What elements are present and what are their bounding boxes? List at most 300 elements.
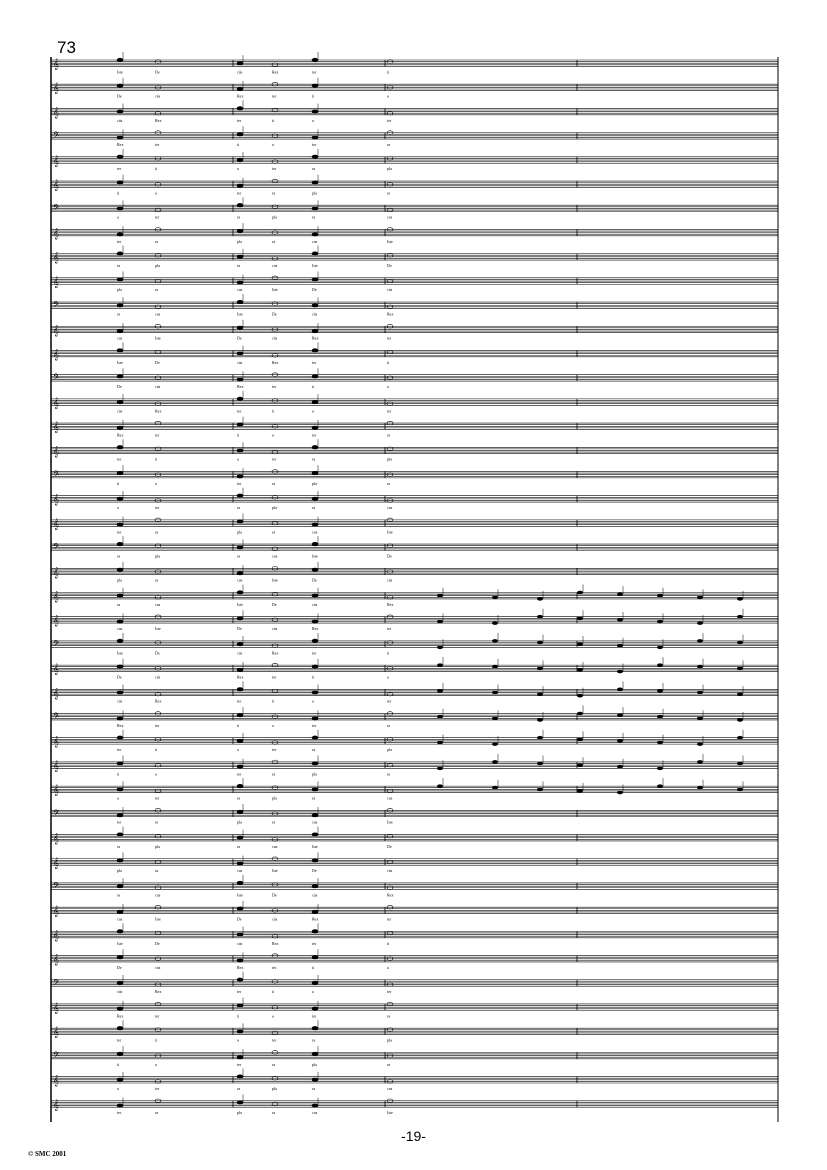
clef-icon: 𝄢: [53, 639, 60, 651]
lyric-syllable: ra: [117, 601, 121, 607]
lyric-syllable: ti: [387, 69, 390, 75]
lyric-syllable: pla: [237, 819, 242, 825]
note-head: [312, 400, 318, 404]
lyric-syllable: a: [155, 771, 157, 777]
note-head: [237, 765, 243, 769]
lyric-syllable: cus: [155, 311, 161, 317]
lyric-syllable: cús: [117, 117, 123, 123]
note-head: [312, 155, 318, 159]
note-head: [537, 788, 543, 792]
lyric-syllable: pla: [237, 529, 242, 535]
lyric-syllable: ra: [237, 795, 241, 801]
lyric-syllable: a: [117, 795, 119, 801]
lyric-syllable: cús: [237, 69, 243, 75]
note-head: [312, 252, 318, 256]
lyric-syllable: cus: [312, 529, 318, 535]
note-head: [117, 523, 123, 527]
note-head: [117, 400, 123, 404]
lyric-syllable: cús: [272, 916, 278, 922]
lyric-syllable: cus: [155, 601, 161, 607]
lyric-syllable: a: [237, 166, 239, 172]
note-head: [577, 712, 583, 716]
lyric-syllable: pla: [272, 1085, 277, 1091]
note-head: [237, 881, 243, 885]
lyric-syllable: ra: [237, 553, 241, 559]
lyric-syllable: ra: [312, 1037, 316, 1043]
note-head: [312, 762, 318, 766]
lyric-syllable: De: [117, 93, 122, 99]
note-head: [312, 232, 318, 236]
lyric-syllable: Rex: [272, 69, 279, 75]
lyric-syllable: a: [312, 117, 314, 123]
note-head: [617, 644, 623, 648]
note-head: [537, 667, 543, 671]
lyric-syllable: a: [387, 674, 389, 680]
lyric-syllable: ra: [272, 1110, 276, 1116]
lyric-syllable: ter: [272, 384, 277, 390]
clef-icon: 𝄢: [53, 301, 60, 313]
lyric-syllable: ti: [237, 432, 240, 438]
lyric-syllable: cús: [312, 311, 318, 317]
note-head: [657, 741, 663, 745]
note-head: [117, 788, 123, 792]
lyric-syllable: Rex: [237, 93, 244, 99]
note-head: [117, 252, 123, 256]
lyric-syllable: ti: [117, 190, 120, 196]
note-head: [117, 639, 123, 643]
note-head: [312, 1007, 318, 1011]
note-head: [312, 110, 318, 114]
note-head: [117, 1104, 123, 1108]
lyric-syllable: Iste: [272, 287, 278, 293]
note-head: [237, 255, 243, 259]
lyric-syllable: ra: [387, 142, 391, 148]
lyric-syllable: ter: [312, 650, 317, 656]
note-head: [312, 930, 318, 934]
note-head: [312, 1026, 318, 1030]
note-head: [117, 930, 123, 934]
lyric-syllable: ti: [387, 650, 390, 656]
clef-icon: 𝄞: [53, 1075, 59, 1087]
note-head: [537, 736, 543, 740]
lyric-syllable: pla: [117, 287, 122, 293]
note-head: [537, 762, 543, 766]
clef-icon: 𝄞: [53, 494, 59, 506]
note-head: [577, 642, 583, 646]
lyric-syllable: cús: [387, 868, 393, 874]
lyric-syllable: De: [272, 311, 277, 317]
note-head: [437, 594, 443, 598]
lyric-syllable: Iste: [237, 892, 243, 898]
note-head: [237, 933, 243, 937]
lyric-syllable: a: [272, 142, 274, 148]
note-head: [657, 767, 663, 771]
lyric-syllable: ra: [155, 868, 159, 874]
lyric-syllable: ter: [272, 456, 277, 462]
clef-icon: 𝄢: [53, 809, 60, 821]
lyric-syllable: cus: [272, 263, 278, 269]
note-head: [237, 87, 243, 91]
clef-icon: 𝄞: [53, 422, 59, 434]
lyric-syllable: ra: [387, 1061, 391, 1067]
lyric-syllable: ti: [155, 747, 158, 753]
lyric-syllable: cus: [387, 214, 393, 220]
lyric-syllable: pla: [387, 1037, 392, 1043]
lyric-syllable: a: [272, 722, 274, 728]
note-head: [577, 694, 583, 698]
clef-icon: 𝄞: [53, 252, 59, 264]
clef-icon: 𝄞: [53, 228, 59, 240]
note-head: [117, 426, 123, 430]
note-head: [117, 594, 123, 598]
lyric-syllable: ter: [312, 432, 317, 438]
note-head: [537, 597, 543, 601]
note-head: [577, 617, 583, 621]
lyric-syllable: cus: [387, 795, 393, 801]
note-head: [117, 859, 123, 863]
clef-icon: 𝄢: [53, 543, 60, 555]
lyric-syllable: Iste: [117, 650, 123, 656]
note-head: [117, 762, 123, 766]
lyric-syllable: ti: [312, 384, 315, 390]
lyric-syllable: ti: [387, 359, 390, 365]
note-head: [312, 813, 318, 817]
note-head: [117, 232, 123, 236]
lyric-syllable: ra: [312, 456, 316, 462]
lyric-syllable: ter: [387, 117, 392, 123]
lyric-syllable: a: [272, 1013, 274, 1019]
lyric-syllable: Rex: [117, 1013, 124, 1019]
lyric-syllable: De: [272, 892, 277, 898]
lyric-syllable: ter: [312, 940, 317, 946]
lyric-syllable: a: [312, 408, 314, 414]
lyric-syllable: Rex: [155, 698, 162, 704]
lyric-syllable: Iste: [117, 940, 123, 946]
note-head: [237, 1030, 243, 1034]
note-head: [617, 713, 623, 717]
lyric-syllable: cus: [312, 1110, 318, 1116]
note-head: [237, 281, 243, 285]
note-head: [577, 738, 583, 742]
lyric-syllable: ra: [237, 505, 241, 511]
clef-icon: 𝄢: [53, 712, 60, 724]
lyric-syllable: Iste: [312, 843, 318, 849]
lyric-syllable: Iste: [387, 238, 393, 244]
note-head: [237, 959, 243, 963]
lyric-syllable: Rex: [237, 964, 244, 970]
lyric-syllable: Rex: [272, 940, 279, 946]
lyric-syllable: ra: [272, 819, 276, 825]
lyric-syllable: pla: [155, 263, 160, 269]
lyric-syllable: Rex: [312, 916, 319, 922]
lyric-syllable: a: [117, 214, 119, 220]
lyric-syllable: ti: [117, 1061, 120, 1067]
clef-icon: 𝄞: [53, 1002, 59, 1014]
lyric-syllable: pla: [272, 795, 277, 801]
lyric-syllable: pla: [272, 505, 277, 511]
note-head: [312, 981, 318, 985]
lyric-syllable: ra: [272, 529, 276, 535]
lyric-syllable: cús: [117, 989, 123, 995]
note-head: [117, 471, 123, 475]
note-head: [492, 596, 498, 600]
note-head: [237, 449, 243, 453]
note-head: [117, 445, 123, 449]
lyric-syllable: cús: [237, 650, 243, 656]
lyric-syllable: a: [117, 505, 119, 511]
lyric-syllable: a: [387, 964, 389, 970]
lyric-syllable: ra: [155, 287, 159, 293]
lyric-syllable: a: [117, 1085, 119, 1091]
lyric-syllable: cús: [155, 964, 161, 970]
note-head: [312, 445, 318, 449]
note-head: [237, 397, 243, 401]
note-head: [237, 1055, 243, 1059]
lyric-syllable: ra: [155, 238, 159, 244]
clef-icon: 𝄞: [53, 397, 59, 409]
note-head: [312, 717, 318, 721]
lyric-syllable: ti: [117, 480, 120, 486]
copyright-notice: © SMC 2001: [28, 1150, 67, 1158]
note-head: [577, 591, 583, 595]
note-head: [617, 791, 623, 795]
note-head: [117, 155, 123, 159]
lyric-syllable: De: [117, 964, 122, 970]
lyric-syllable: ter: [155, 505, 160, 511]
clef-icon: 𝄢: [53, 470, 60, 482]
lyric-syllable: ter: [272, 166, 277, 172]
note-head: [237, 61, 243, 65]
note-head: [697, 639, 703, 643]
lyric-syllable: ra: [237, 1085, 241, 1091]
lyric-syllable: ter: [387, 698, 392, 704]
note-head: [697, 717, 703, 721]
lyric-syllable: cús: [117, 408, 123, 414]
lyric-syllable: ti: [155, 1037, 158, 1043]
note-head: [697, 596, 703, 600]
clef-icon: 𝄞: [53, 591, 59, 603]
note-head: [697, 786, 703, 790]
lyric-syllable: ti: [312, 93, 315, 99]
note-head: [577, 789, 583, 793]
lyric-syllable: Iste: [312, 263, 318, 269]
lyric-syllable: Iste: [272, 868, 278, 874]
note-head: [312, 910, 318, 914]
note-head: [237, 591, 243, 595]
lyric-syllable: ter: [312, 142, 317, 148]
lyric-syllable: ter: [272, 93, 277, 99]
note-head: [312, 523, 318, 527]
lyric-syllable: a: [237, 747, 239, 753]
note-head: [117, 58, 123, 62]
note-head: [737, 736, 743, 740]
note-head: [437, 646, 443, 650]
note-head: [312, 374, 318, 378]
note-head: [312, 497, 318, 501]
note-head: [237, 713, 243, 717]
note-head: [237, 1101, 243, 1105]
lyric-syllable: pla: [387, 166, 392, 172]
note-head: [237, 520, 243, 524]
lyric-syllable: a: [387, 384, 389, 390]
lyric-syllable: De: [387, 843, 392, 849]
lyric-syllable: ter: [312, 359, 317, 365]
lyric-syllable: ti: [237, 142, 240, 148]
note-head: [117, 181, 123, 185]
lyric-syllable: Rex: [117, 142, 124, 148]
note-head: [117, 884, 123, 888]
lyric-syllable: Iste: [387, 819, 393, 825]
note-head: [117, 349, 123, 353]
clef-icon: 𝄢: [53, 204, 60, 216]
note-head: [437, 620, 443, 624]
lyric-syllable: ter: [155, 1013, 160, 1019]
lyric-syllable: pla: [312, 771, 317, 777]
lyric-syllable: ra: [312, 795, 316, 801]
note-head: [237, 378, 243, 382]
note-head: [237, 739, 243, 743]
note-head: [312, 884, 318, 888]
lyric-syllable: ter: [155, 1085, 160, 1091]
note-head: [237, 642, 243, 646]
note-head: [312, 1104, 318, 1108]
note-head: [312, 833, 318, 837]
lyric-syllable: ter: [155, 214, 160, 220]
note-head: [737, 692, 743, 696]
note-head: [697, 665, 703, 669]
lyric-syllable: ter: [155, 795, 160, 801]
lyric-syllable: ter: [237, 190, 242, 196]
note-head: [312, 639, 318, 643]
note-head: [312, 471, 318, 475]
clef-icon: 𝄞: [53, 664, 59, 676]
note-head: [117, 620, 123, 624]
lyric-syllable: ra: [272, 1061, 276, 1067]
lyric-syllable: ter: [272, 964, 277, 970]
lyric-syllable: cus: [117, 335, 123, 341]
lyric-syllable: cús: [155, 93, 161, 99]
lyric-syllable: De: [387, 263, 392, 269]
lyric-syllable: Rex: [237, 674, 244, 680]
lyric-syllable: ti: [272, 698, 275, 704]
note-head: [237, 184, 243, 188]
lyric-syllable: cus: [272, 843, 278, 849]
note-head: [437, 663, 443, 667]
note-head: [492, 760, 498, 764]
lyric-syllable: pla: [312, 1061, 317, 1067]
note-head: [117, 833, 123, 837]
note-head: [237, 300, 243, 304]
lyric-syllable: ra: [117, 553, 121, 559]
lyric-syllable: ter: [387, 626, 392, 632]
note-head: [492, 639, 498, 643]
lyric-syllable: cús: [312, 601, 318, 607]
note-head: [312, 955, 318, 959]
note-head: [117, 207, 123, 211]
note-head: [117, 329, 123, 333]
note-head: [117, 1007, 123, 1011]
clef-icon: 𝄞: [53, 349, 59, 361]
lyric-syllable: ter: [237, 117, 242, 123]
lyric-syllable: ter: [237, 698, 242, 704]
lyric-syllable: ter: [312, 1013, 317, 1019]
note-head: [657, 594, 663, 598]
note-head: [237, 229, 243, 233]
lyric-syllable: pla: [312, 190, 317, 196]
note-head: [117, 981, 123, 985]
lyric-syllable: Rex: [155, 408, 162, 414]
lyric-syllable: De: [387, 553, 392, 559]
lyric-syllable: Rex: [272, 650, 279, 656]
lyric-syllable: De: [155, 940, 160, 946]
lyric-syllable: ra: [117, 263, 121, 269]
note-head: [312, 542, 318, 546]
note-head: [737, 718, 743, 722]
lyric-syllable: ti: [312, 964, 315, 970]
lyric-syllable: cús: [237, 940, 243, 946]
lyric-syllable: ti: [237, 1013, 240, 1019]
lyric-syllable: pla: [312, 480, 317, 486]
lyric-syllable: cus: [387, 505, 393, 511]
lyric-syllable: cus: [117, 916, 123, 922]
lyric-syllable: ra: [312, 166, 316, 172]
note-head: [237, 494, 243, 498]
clef-icon: 𝄢: [53, 881, 60, 893]
note-head: [117, 1026, 123, 1030]
note-head: [117, 1052, 123, 1056]
clef-icon: 𝄞: [53, 107, 59, 119]
lyric-syllable: ra: [155, 577, 159, 583]
lyric-syllable: a: [312, 698, 314, 704]
lyric-syllable: cús: [312, 892, 318, 898]
clef-icon: 𝄞: [53, 906, 59, 918]
lyric-syllable: ra: [237, 214, 241, 220]
lyric-syllable: a: [312, 989, 314, 995]
lyric-syllable: ter: [117, 238, 122, 244]
note-head: [617, 670, 623, 674]
lyric-syllable: ra: [387, 480, 391, 486]
note-head: [577, 763, 583, 767]
note-head: [617, 765, 623, 769]
lyric-syllable: a: [387, 93, 389, 99]
lyric-syllable: pla: [272, 214, 277, 220]
note-head: [737, 762, 743, 766]
lyric-syllable: ra: [237, 843, 241, 849]
note-head: [237, 836, 243, 840]
lyric-syllable: ter: [237, 1061, 242, 1067]
lyric-syllable: Iste: [155, 916, 161, 922]
note-head: [237, 668, 243, 672]
note-head: [737, 641, 743, 645]
lyric-syllable: ter: [387, 916, 392, 922]
note-head: [617, 592, 623, 596]
clef-icon: 𝄞: [53, 83, 59, 95]
note-head: [492, 665, 498, 669]
lyric-syllable: Iste: [387, 1110, 393, 1116]
lyric-syllable: Rex: [117, 432, 124, 438]
lyric-syllable: ra: [272, 190, 276, 196]
note-head: [237, 784, 243, 788]
lyric-syllable: pla: [237, 1110, 242, 1116]
lyric-syllable: pla: [387, 747, 392, 753]
lyric-syllable: ra: [155, 1110, 159, 1116]
lyric-syllable: a: [237, 1037, 239, 1043]
lyric-syllable: ra: [272, 771, 276, 777]
lyric-syllable: cús: [272, 335, 278, 341]
note-head: [492, 691, 498, 695]
lyric-syllable: ti: [272, 117, 275, 123]
lyric-syllable: a: [237, 456, 239, 462]
